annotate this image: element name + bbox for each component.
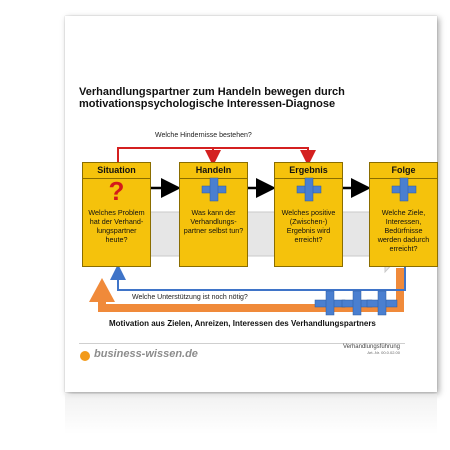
plus-icon bbox=[180, 177, 247, 208]
support-arrow bbox=[118, 262, 405, 290]
box-ergebnis bbox=[274, 162, 343, 267]
title-line-2: motivationspsychologische Interessen-Diagnose bbox=[79, 98, 336, 110]
box-folge bbox=[369, 162, 438, 267]
box-text: Was kann der Verhandlungs-partner selbst tun? bbox=[183, 208, 244, 235]
box-situation bbox=[82, 162, 151, 267]
box-heading: Ergebnis bbox=[275, 163, 342, 179]
document-number: Art.-Nr. 00.0.02.00 bbox=[367, 350, 400, 355]
box-text: Welche Ziele, Interessen, Bedürfnisse werden dadurch erreicht? bbox=[377, 208, 430, 253]
motivation-arrow-head bbox=[89, 278, 115, 302]
plus-icon bbox=[275, 177, 342, 208]
question-mark-symbol: ? bbox=[108, 176, 125, 206]
title-line-1: Verhandlungspartner zum Handeln bewegen durch bbox=[79, 86, 345, 98]
plus-icon bbox=[370, 177, 437, 208]
footer-info bbox=[343, 344, 400, 355]
question-mark-icon bbox=[83, 177, 150, 205]
box-text: Welches positive (Zwischen-) Ergebnis wird erreicht? bbox=[281, 208, 336, 244]
hindrance-question: Welche Hindernisse bestehen? bbox=[155, 132, 252, 139]
motivation-caption: Motivation aus Zielen, Anreizen, Interessen des Verhandlungspartners bbox=[109, 319, 376, 328]
box-heading: Folge bbox=[370, 163, 437, 179]
logo: business-wissen.de bbox=[94, 348, 198, 360]
box-handeln bbox=[179, 162, 248, 267]
box-heading: Situation bbox=[83, 163, 150, 179]
box-heading: Handeln bbox=[180, 163, 247, 179]
logo-dot-icon bbox=[80, 351, 90, 361]
support-question: Welche Unterstützung ist noch nötig? bbox=[132, 294, 248, 301]
box-text: Welches Problem hat der Verhand-lungspartner heute? bbox=[88, 208, 145, 244]
document-name: Verhandlungsführung bbox=[342, 344, 400, 350]
